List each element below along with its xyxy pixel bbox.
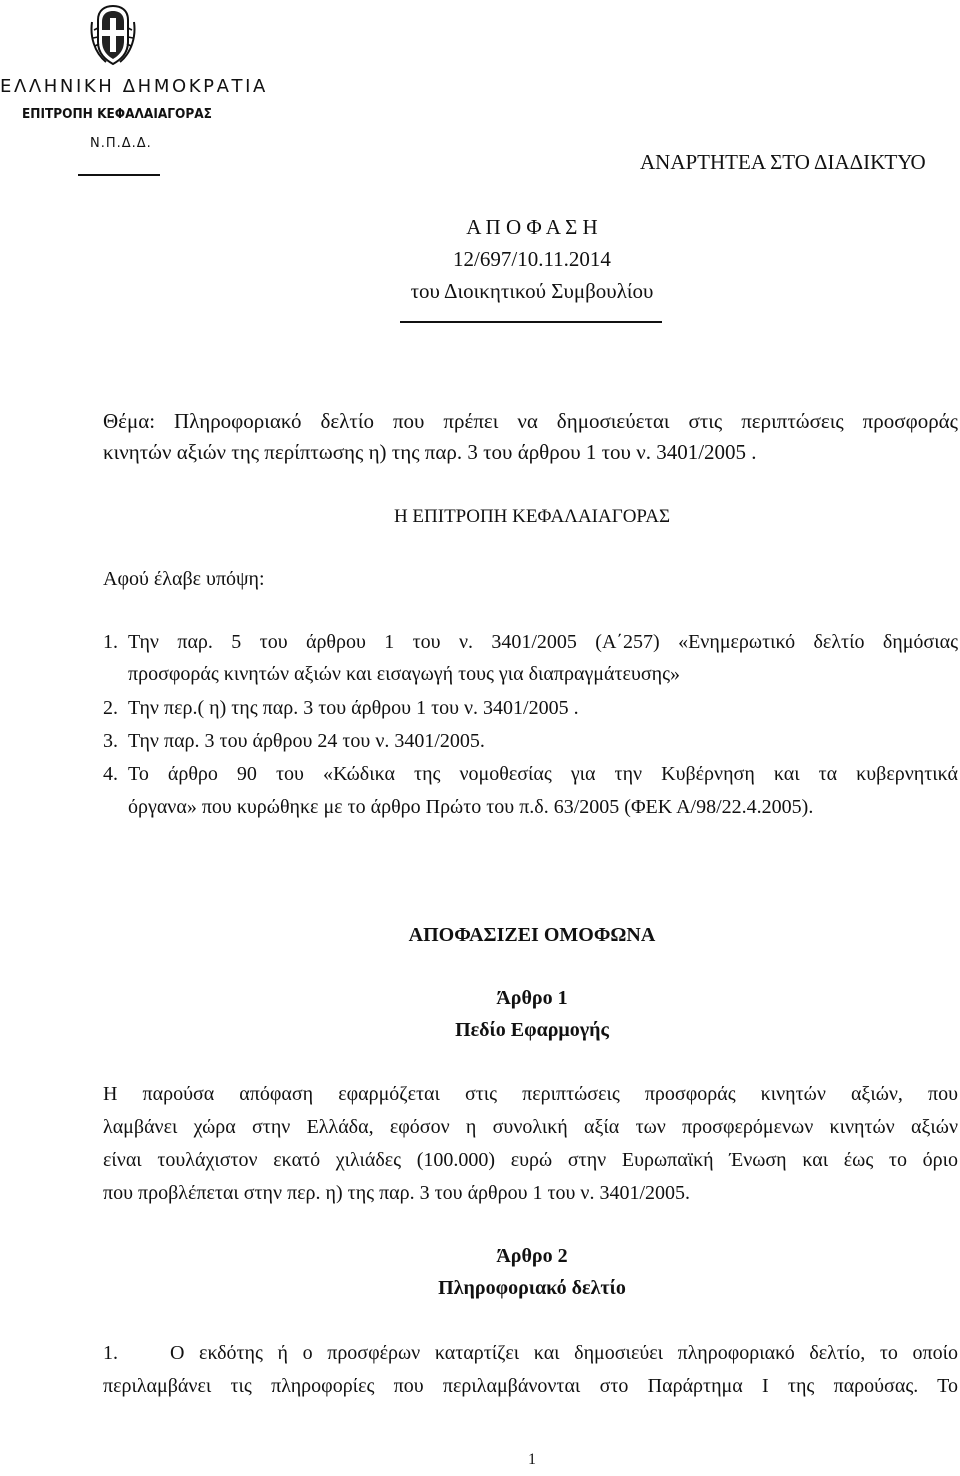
article-1-line-2: λαμβάνει χώρα στην Ελλάδα, εφόσον η συνολική αξία των προσφερόμενων κινητών αξιών [103, 1116, 958, 1138]
article-2-line-2: περιλαμβάνει τις πληροφορίες που περιλαμβάνονται στο Παράρτημα Ι της παρούσας. Το [103, 1375, 958, 1397]
decision-body: του Διοικητικού Συμβουλίου [410, 279, 654, 303]
consideration-4-line-2: όργανα» που κυρώθηκε με το άρθρο Πρώτο του π.δ. 63/2005 (ΦΕΚ Α/98/22.4.2005). [128, 796, 814, 818]
subject-line-2: κινητών αξιών της περίπτωσης η) της παρ. 3 του άρθρου 1 του ν. 3401/2005 . [103, 440, 757, 464]
decision-number: 12/697/10.11.2014 [453, 247, 611, 271]
item-number: 3. [103, 730, 118, 752]
article-1-line-1: Η παρούσα απόφαση εφαρμόζεται στις περιπτώσεις προσφοράς κινητών αξιών, που [103, 1083, 958, 1105]
item-number: 4. [103, 763, 118, 785]
article-1-title: Πεδίο Εφαρμογής [455, 1019, 609, 1041]
committee-heading: Η ΕΠΙΤΡΟΠΗ ΚΕΦΑΛΑΙΑΓΟΡΑΣ [393, 506, 671, 527]
article-1-number: Άρθρο 1 [496, 987, 568, 1009]
consideration-1-line-2: προσφοράς κινητών αξιών και εισαγωγή τους για διαπραγμάτευσης» [128, 663, 681, 685]
article-2-number: Άρθρο 2 [496, 1245, 568, 1267]
consideration-3: Την παρ. 3 του άρθρου 24 του ν. 3401/2005. [128, 730, 485, 752]
considering-label: Αφού έλαβε υπόψη: [103, 568, 265, 590]
article-1-line-4: που προβλέπεται στην περ. η) της παρ. 3 του άρθρου 1 του ν. 3401/2005. [103, 1182, 691, 1204]
subject-line-1: Θέμα: Πληροφοριακό δελτίο που πρέπει να δημοσιεύεται στις περιπτώσεις προσφοράς [103, 409, 958, 433]
item-number: 1. [103, 631, 118, 653]
article-1-line-3: είναι τουλάχιστον εκατό χιλιάδες (100.000) ευρώ στην Ευρωπαϊκή Ένωση και έως το όριο [103, 1149, 958, 1171]
article-2-item-number: 1. [103, 1342, 118, 1364]
consideration-4-line-1: Το άρθρο 90 του «Κώδικα της νομοθεσίας για την Κυβέρνηση και τα κυβερνητικά [128, 763, 958, 785]
page-number: 1 [528, 1451, 536, 1468]
consideration-2: Την περ.( η) της παρ. 3 του άρθρου 1 του ν. 3401/2005 . [128, 697, 579, 719]
coat-of-arms-emblem [90, 2, 136, 68]
decision-title: Α Π Ο Φ Α Σ Η [466, 215, 598, 239]
header-divider [78, 174, 160, 176]
legal-form: Ν.Π.Δ.Δ. [90, 136, 152, 151]
article-2-title: Πληροφοριακό δελτίο [438, 1277, 626, 1299]
publish-note: ΑΝΑΡΤΗΤΕΑ ΣΤΟ ΔΙΑΔΙΚΤΥΟ [640, 150, 926, 174]
decision-divider [400, 321, 662, 323]
country-name: ΕΛΛΗΝΙΚΗ ΔΗΜΟΚΡΑΤΙΑ [0, 76, 268, 97]
resolution-heading: ΑΠΟΦΑΣΙΖΕΙ ΟΜΟΦΩΝΑ [408, 924, 656, 946]
consideration-1-line-1: Την παρ. 5 του άρθρου 1 του ν. 3401/2005 (Α΄257) «Ενημερωτικό δελτίο δημόσιας [128, 631, 958, 653]
authority-name: ΕΠΙΤΡΟΠΗ ΚΕΦΑΛΑΙΑΓΟΡΑΣ [22, 106, 212, 122]
item-number: 2. [103, 697, 118, 719]
article-2-line-1: Ο εκδότης ή ο προσφέρων καταρτίζει και δημοσιεύει πληροφοριακό δελτίο, το οποίο [170, 1342, 958, 1364]
